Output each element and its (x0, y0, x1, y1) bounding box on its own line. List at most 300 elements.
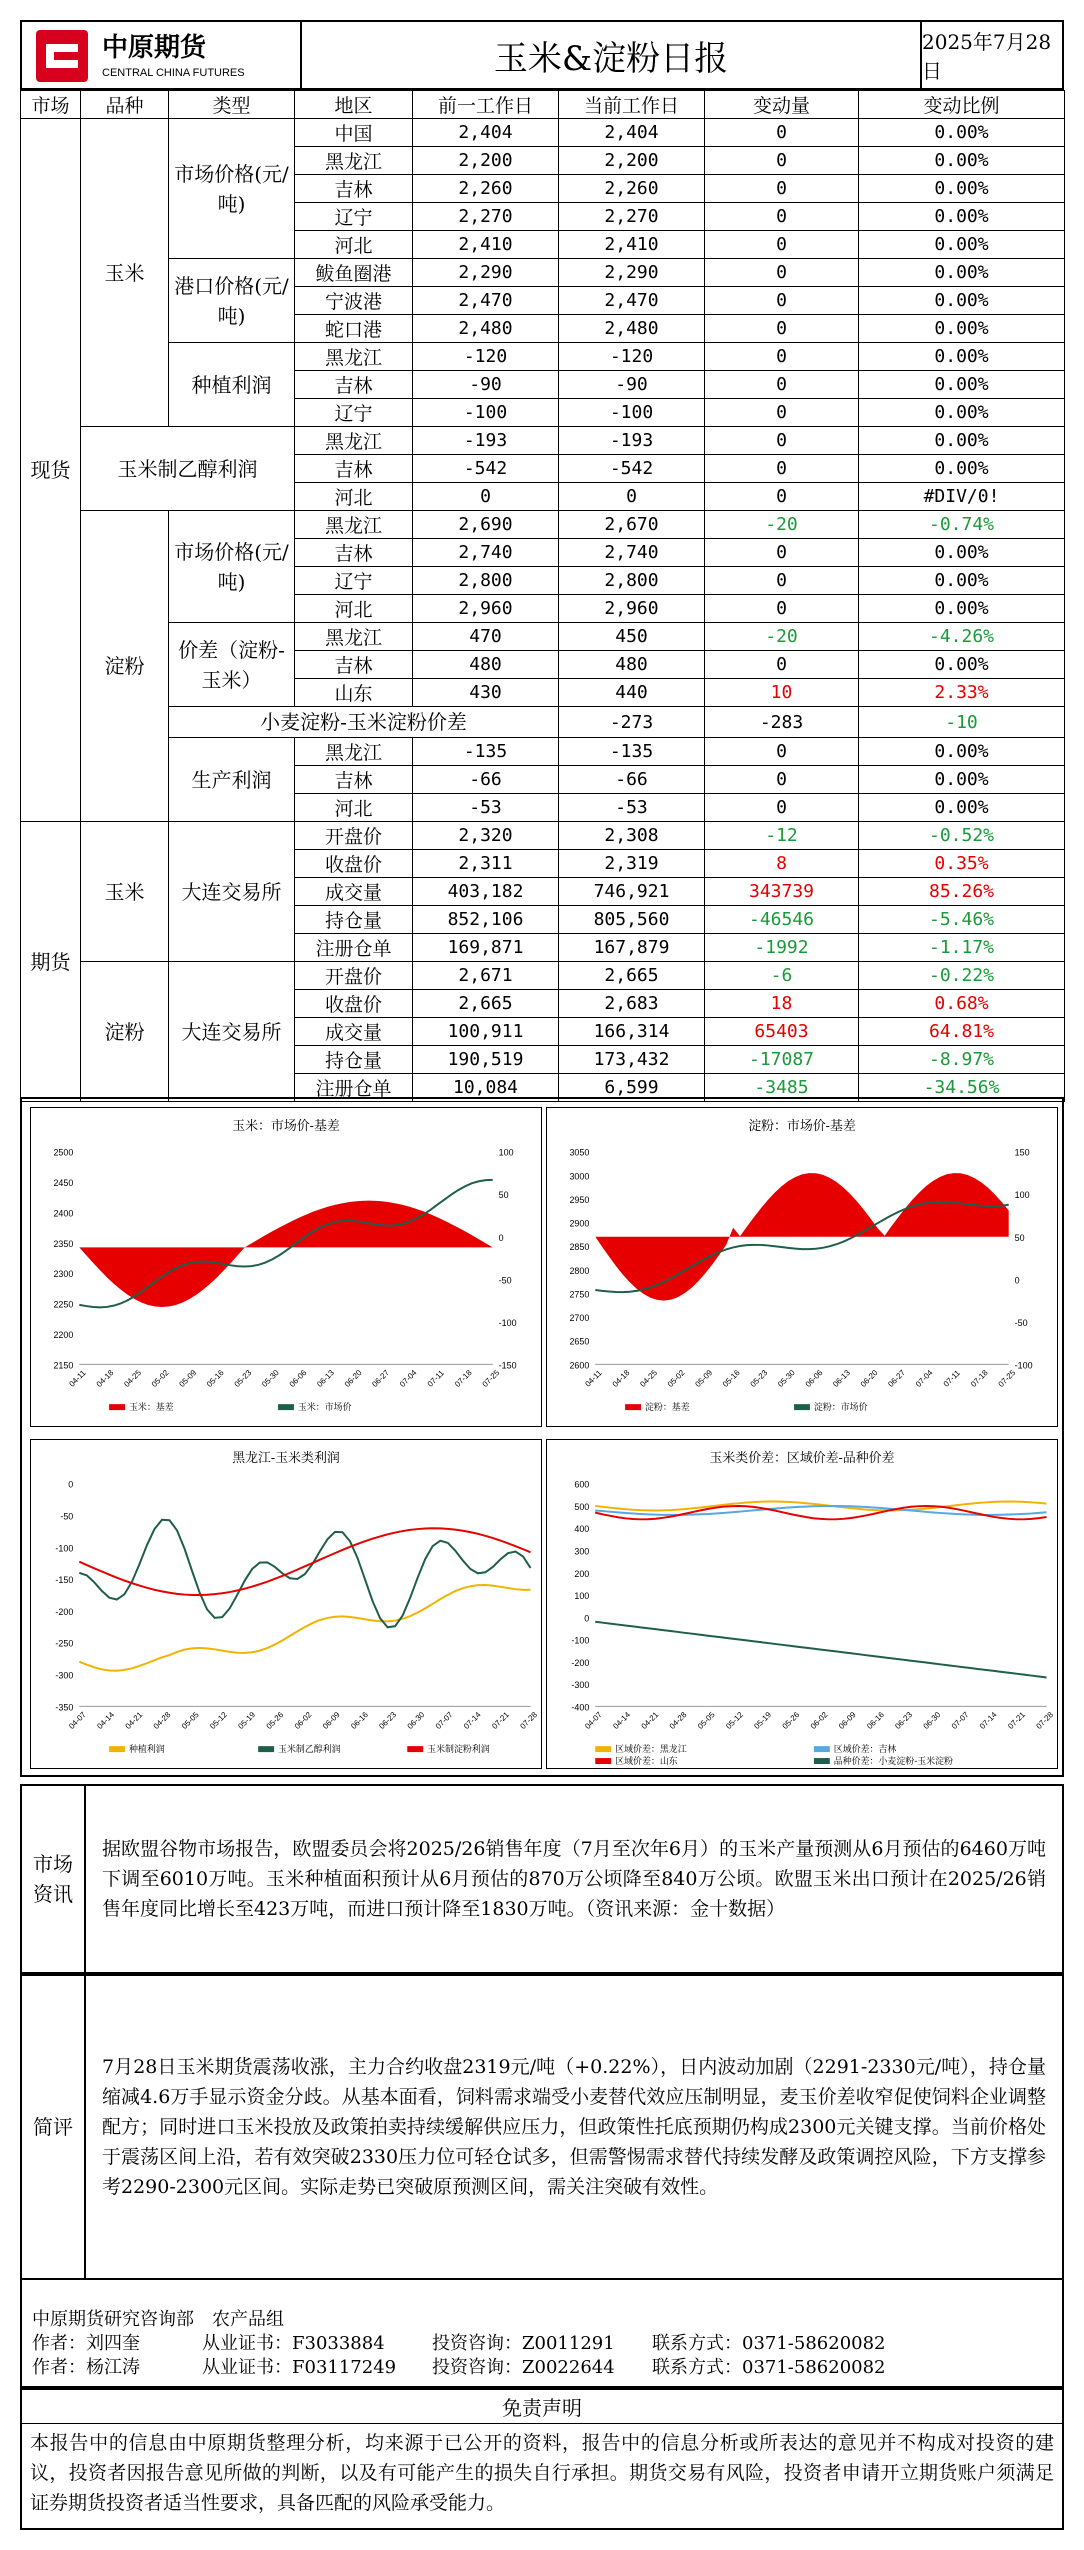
x-tick-label: 05-09 (693, 1368, 715, 1389)
curr-value-cell: 2,290 (559, 259, 705, 287)
region-cell: 辽宁 (295, 567, 413, 595)
legend-swatch (814, 1746, 830, 1752)
spread-sd-line (595, 1506, 1046, 1519)
x-tick-label: 06-06 (803, 1368, 825, 1389)
x-tick-label: 05-16 (720, 1368, 742, 1389)
region-cell: 吉林 (295, 766, 413, 794)
region-cell: 吉林 (295, 371, 413, 399)
curr-value-cell: 440 (559, 679, 705, 707)
chart-title: 玉米：市场价-基差 (232, 1117, 340, 1133)
region-cell: 黑龙江 (295, 343, 413, 371)
change-cell: 0 (705, 766, 859, 794)
change-cell: 8 (705, 850, 859, 878)
region-cell: 河北 (295, 595, 413, 623)
change-cell: 0 (705, 595, 859, 623)
region-cell: 黑龙江 (295, 738, 413, 766)
y-tick-label: -300 (571, 1680, 590, 1691)
author-cert: 从业证书：F03117249 (202, 2357, 397, 2378)
change-cell: 0 (705, 651, 859, 679)
change-pct-cell: 0.00% (859, 287, 1065, 315)
x-tick-label: 06-27 (886, 1368, 908, 1389)
row-label: 现货 (21, 119, 81, 822)
x-tick-label: 07-07 (949, 1710, 971, 1731)
y-tick-label: -200 (571, 1657, 590, 1668)
region-cell: 辽宁 (295, 203, 413, 231)
region-cell: 鲅鱼圈港 (295, 259, 413, 287)
change-cell: 0 (705, 738, 859, 766)
legend-label: 玉米：基差 (128, 1402, 174, 1413)
y2-tick-label: 150 (1014, 1147, 1030, 1158)
region-cell: 黑龙江 (295, 427, 413, 455)
prev-value-cell: -90 (413, 371, 559, 399)
metric-cell: 注册仓单 (295, 1074, 413, 1102)
disclaimer-title: 免责声明 (22, 2390, 1062, 2424)
change-cell: 343739 (705, 878, 859, 906)
change-cell: -17087 (705, 1046, 859, 1074)
legend-label: 玉米制乙醇利润 (278, 1744, 341, 1755)
chart-title: 玉米类价差：区域价差-品种价差 (709, 1449, 895, 1465)
change-pct-cell: 85.26% (859, 878, 1065, 906)
market-info-block (20, 1784, 1064, 1974)
dept-name: 中原期货研究咨询部 农产品组 (32, 2309, 284, 2330)
prev-value-cell: 2,665 (413, 990, 559, 1018)
change-cell: 0 (705, 483, 859, 511)
change-cell: 0 (705, 231, 859, 259)
author-contact: 联系方式：0371-58620082 (652, 2333, 886, 2354)
x-tick-label: 07-14 (461, 1710, 483, 1731)
region-cell: 黑龙江 (295, 623, 413, 651)
curr-value-cell: 0 (559, 483, 705, 511)
change-pct-cell: 64.81% (859, 1018, 1065, 1046)
metric-cell: 开盘价 (295, 962, 413, 990)
y-tick-label: 200 (574, 1568, 590, 1579)
change-pct-cell: -0.22% (859, 962, 1065, 990)
change-pct-cell: 0.00% (859, 738, 1065, 766)
y-tick-label: 2900 (569, 1218, 590, 1229)
column-header: 变动比例 (859, 91, 1065, 119)
prev-value-cell: -66 (413, 766, 559, 794)
table-row (21, 119, 1065, 147)
x-tick-label: 06-20 (858, 1368, 880, 1389)
prev-value-cell: -120 (413, 343, 559, 371)
curr-value-cell: -283 (705, 707, 859, 738)
x-tick-label: 05-09 (177, 1368, 199, 1389)
prev-value-cell: 2,960 (413, 595, 559, 623)
x-tick-label: 04-18 (94, 1368, 116, 1389)
region-cell: 中国 (295, 119, 413, 147)
x-tick-label: 05-26 (780, 1710, 802, 1731)
curr-value-cell: 2,470 (559, 287, 705, 315)
chart-title: 淀粉：市场价-基差 (748, 1117, 856, 1133)
change-pct-cell: 0.00% (859, 399, 1065, 427)
disclaimer-block (20, 2388, 1064, 2530)
curr-value-cell: 2,740 (559, 539, 705, 567)
prev-value-cell: 10,084 (413, 1074, 559, 1102)
row-label: 小麦淀粉-玉米淀粉价差 (169, 707, 559, 738)
region-cell: 蛇口港 (295, 315, 413, 343)
y-tick-label: 500 (574, 1501, 590, 1512)
column-header: 前一工作日 (413, 91, 559, 119)
change-cell: -46546 (705, 906, 859, 934)
change-cell: -20 (705, 511, 859, 539)
x-tick-label: 05-02 (149, 1368, 171, 1389)
x-tick-label: 06-09 (836, 1710, 858, 1731)
x-tick-label: 05-05 (695, 1710, 717, 1731)
prev-value-cell: 169,871 (413, 934, 559, 962)
y2-tick-label: 0 (498, 1232, 504, 1243)
prev-value-cell: -273 (559, 707, 705, 738)
row-label: 市场价格(元/吨) (169, 511, 295, 623)
legend-swatch (278, 1404, 294, 1410)
x-tick-label: 06-20 (342, 1368, 364, 1389)
curr-value-cell: 2,260 (559, 175, 705, 203)
prev-value-cell: 2,311 (413, 850, 559, 878)
y-tick-label: 3050 (569, 1147, 590, 1158)
region-cell: 黑龙江 (295, 147, 413, 175)
row-label: 生产利润 (169, 738, 295, 822)
y-tick-label: 2800 (569, 1265, 590, 1276)
prev-value-cell: 2,480 (413, 315, 559, 343)
x-tick-label: 07-25 (996, 1368, 1018, 1389)
column-header: 市场 (21, 91, 81, 119)
change-pct-cell: #DIV/0! (859, 483, 1065, 511)
metric-cell: 持仓量 (295, 906, 413, 934)
x-tick-label: 07-07 (433, 1710, 455, 1731)
company-name-cn: 中原期货 (102, 33, 207, 62)
curr-value-cell: 167,879 (559, 934, 705, 962)
x-tick-label: 05-26 (264, 1710, 286, 1731)
column-header: 类型 (169, 91, 295, 119)
table-row (21, 427, 1065, 455)
author-name: 作者：刘四奎 (32, 2333, 140, 2354)
x-tick-label: 07-11 (941, 1368, 962, 1389)
change-pct-cell: 0.00% (859, 343, 1065, 371)
change-pct-cell: 0.00% (859, 455, 1065, 483)
legend-swatch (595, 1758, 611, 1764)
metric-cell: 收盘价 (295, 990, 413, 1018)
author-block (20, 2280, 1064, 2388)
legend-label: 区域价差：黑龙江 (615, 1744, 687, 1755)
y2-tick-label: 100 (498, 1147, 514, 1158)
change-pct-cell: 0.00% (859, 766, 1065, 794)
prev-value-cell: 470 (413, 623, 559, 651)
curr-value-cell: -193 (559, 427, 705, 455)
change-cell: 0 (705, 399, 859, 427)
commentary-label: 简评 (22, 1976, 86, 2278)
y-tick-label: -300 (55, 1670, 74, 1681)
prev-value-cell: 2,740 (413, 539, 559, 567)
row-label: 玉米制乙醇利润 (81, 427, 295, 511)
y2-tick-label: 50 (1014, 1232, 1025, 1243)
prev-value-cell: 2,404 (413, 119, 559, 147)
y-tick-label: -400 (571, 1702, 590, 1713)
x-tick-label: 05-23 (748, 1368, 770, 1389)
region-cell: 黑龙江 (295, 511, 413, 539)
change-cell: 65403 (705, 1018, 859, 1046)
y-tick-label: -150 (55, 1575, 74, 1586)
chart-starch-basis (546, 1107, 1058, 1427)
change-pct-cell: 0.00% (859, 119, 1065, 147)
change-cell: -10 (859, 707, 1065, 738)
chart-title: 黑龙江-玉米类利润 (232, 1449, 340, 1465)
legend-label: 玉米制淀粉利润 (427, 1744, 490, 1755)
change-pct-cell: 0.00% (859, 651, 1065, 679)
change-pct-cell: -0.52% (859, 822, 1065, 850)
row-label: 大连交易所 (169, 822, 295, 962)
change-pct-cell: 0.00% (859, 371, 1065, 399)
author-contact: 联系方式：0371-58620082 (652, 2357, 886, 2378)
chart-heilongjiang-profit (30, 1439, 542, 1769)
region-cell: 吉林 (295, 539, 413, 567)
x-tick-label: 06-13 (315, 1368, 336, 1389)
change-pct-cell: 2.33% (859, 679, 1065, 707)
change-cell: 18 (705, 990, 859, 1018)
y-tick-label: 2400 (53, 1208, 74, 1219)
x-tick-label: 04-28 (667, 1710, 689, 1731)
table-row (21, 962, 1065, 990)
change-pct-cell: -5.46% (859, 906, 1065, 934)
author-name: 作者：杨江涛 (32, 2357, 140, 2378)
x-tick-label: 04-11 (67, 1368, 88, 1389)
column-header: 地区 (295, 91, 413, 119)
prev-value-cell: -193 (413, 427, 559, 455)
x-tick-label: 07-04 (397, 1368, 419, 1389)
planting-profit-line (79, 1585, 530, 1671)
curr-value-cell: -100 (559, 399, 705, 427)
prev-value-cell: 2,200 (413, 147, 559, 175)
x-tick-label: 06-30 (405, 1710, 427, 1731)
market-info-label: 市场资讯 (22, 1786, 86, 1972)
curr-value-cell: 166,314 (559, 1018, 705, 1046)
prev-value-cell: 2,320 (413, 822, 559, 850)
change-cell: 0 (705, 203, 859, 231)
legend-label: 淀粉：市场价 (813, 1402, 868, 1413)
table-row (21, 707, 1065, 738)
y-tick-label: 2300 (53, 1269, 74, 1280)
basis-area (595, 1173, 1008, 1300)
row-label: 玉米 (81, 822, 169, 962)
curr-value-cell: 173,432 (559, 1046, 705, 1074)
x-tick-label: 04-25 (638, 1368, 660, 1389)
x-tick-label: 04-07 (67, 1710, 88, 1731)
curr-value-cell: 2,683 (559, 990, 705, 1018)
curr-value-cell: 2,670 (559, 511, 705, 539)
table-row (21, 623, 1065, 651)
x-tick-label: 05-12 (724, 1710, 745, 1731)
curr-value-cell: 746,921 (559, 878, 705, 906)
change-cell: 0 (705, 455, 859, 483)
disclaimer-text: 本报告中的信息由中原期货整理分析，均来源于已公开的资料，报告中的信息分析或所表达的意见并不构成对投资的建议，投资者因报告意见所做的判断，以及有可能产生的损失自行承担。期货交易有风险，投资者申请开立期货账户须满足证券期货投资者适当性要求，具备匹配的风险承受能力。 (30, 2432, 1054, 2514)
change-cell: 0 (705, 315, 859, 343)
x-tick-label: 05-19 (236, 1710, 258, 1731)
change-pct-cell: 0.00% (859, 427, 1065, 455)
x-tick-label: 06-16 (349, 1710, 370, 1731)
change-cell: 0 (705, 343, 859, 371)
y-tick-label: -250 (55, 1638, 74, 1649)
region-cell: 辽宁 (295, 399, 413, 427)
commentary-text: 7月28日玉米期货震荡收涨，主力合约收盘2319元/吨（+0.22%），日内波动加剧（2291-2330元/吨），持仓量缩减4.6万手显示资金分歧。从基本面看，饲料需求端受小麦替代效应压制明显，麦玉价差收窄促使饲料企业调整配方；同时进口玉米投放及政策拍卖持续缓解供应压力，但政策性托底预期仍构成2300元关键支撑。当前价格处于震荡区间上沿，若有效突破2330压力位可轻仓试多，但需警惕需求替代持续发酵及政策调控风险，下方支撑参考2290-2300元区间。实际走势已突破原预测区间，需关注突破有效性。 (102, 2056, 1046, 2198)
legend-label: 种植利润 (128, 1744, 165, 1755)
x-tick-label: 05-02 (665, 1368, 687, 1389)
x-tick-label: 06-06 (287, 1368, 309, 1389)
curr-value-cell: -135 (559, 738, 705, 766)
change-pct-cell: 0.00% (859, 794, 1065, 822)
x-tick-label: 05-30 (260, 1368, 281, 1389)
author-consult: 投资咨询：Z0022644 (432, 2357, 615, 2378)
curr-value-cell: 480 (559, 651, 705, 679)
metric-cell: 成交量 (295, 878, 413, 906)
change-pct-cell: 0.68% (859, 990, 1065, 1018)
row-label: 期货 (21, 822, 81, 1102)
x-tick-label: 05-16 (204, 1368, 226, 1389)
x-tick-label: 05-19 (752, 1710, 774, 1731)
curr-value-cell: 805,560 (559, 906, 705, 934)
x-tick-label: 06-30 (921, 1710, 943, 1731)
commentary-block (20, 1974, 1064, 2280)
row-label: 价差（淀粉-玉米） (169, 623, 295, 707)
change-cell: 0 (705, 175, 859, 203)
y-tick-label: 2650 (569, 1336, 590, 1347)
author-row (32, 2356, 1052, 2380)
curr-value-cell: 2,404 (559, 119, 705, 147)
prev-value-cell: 2,671 (413, 962, 559, 990)
legend-label: 玉米：市场价 (297, 1402, 352, 1413)
x-tick-label: 06-16 (865, 1710, 886, 1731)
y-tick-label: 2250 (53, 1299, 74, 1310)
table-row (21, 822, 1065, 850)
prev-value-cell: 2,800 (413, 567, 559, 595)
y-tick-label: -350 (55, 1702, 74, 1713)
x-tick-label: 05-05 (179, 1710, 201, 1731)
y-tick-label: 3000 (569, 1171, 590, 1182)
change-cell: 0 (705, 539, 859, 567)
change-cell: -3485 (705, 1074, 859, 1102)
market-info-text: 据欧盟谷物市场报告，欧盟委员会将2025/26销售年度（7月至次年6月）的玉米产量预测从6月预估的6460万吨下调至6010万吨。玉米种植面积预计从6月预估的870万公顷降至840万公顷。欧盟玉米出口预计在2025/26销售年度同比增长至423万吨，而进口预计降至1830万吨。（资讯来源：金十数据） (102, 1838, 1046, 1920)
legend-swatch (109, 1746, 125, 1752)
x-tick-label: 07-28 (1034, 1710, 1056, 1731)
change-pct-cell: 0.00% (859, 203, 1065, 231)
change-pct-cell: 0.00% (859, 147, 1065, 175)
change-pct-cell: -8.97% (859, 1046, 1065, 1074)
table-row (21, 511, 1065, 539)
y2-tick-label: 0 (1014, 1275, 1020, 1286)
y-tick-label: 400 (574, 1524, 590, 1535)
curr-value-cell: -120 (559, 343, 705, 371)
prev-value-cell: 2,290 (413, 259, 559, 287)
x-tick-label: 07-04 (913, 1368, 935, 1389)
change-pct-cell: 0.00% (859, 567, 1065, 595)
curr-value-cell: 2,270 (559, 203, 705, 231)
x-tick-label: 06-02 (808, 1710, 830, 1731)
x-tick-label: 04-21 (123, 1710, 145, 1731)
curr-value-cell: 2,200 (559, 147, 705, 175)
change-pct-cell: -34.56% (859, 1074, 1065, 1102)
x-tick-label: 07-14 (977, 1710, 999, 1731)
y-tick-label: -50 (60, 1511, 74, 1522)
x-tick-label: 07-28 (518, 1710, 540, 1731)
report-date: 2025年7月28日 (922, 30, 1052, 83)
legend-label: 区域价差：吉林 (833, 1744, 897, 1755)
change-cell: 0 (705, 147, 859, 175)
y-tick-label: -100 (571, 1635, 590, 1646)
metric-cell: 收盘价 (295, 850, 413, 878)
legend-swatch (258, 1746, 274, 1752)
y2-tick-label: -50 (498, 1275, 512, 1286)
row-label: 淀粉 (81, 511, 169, 822)
x-tick-label: 07-21 (490, 1710, 511, 1731)
report-title: 玉米&淀粉日报 (302, 22, 922, 88)
y-tick-label: 2150 (53, 1360, 74, 1371)
author-consult: 投资咨询：Z0011291 (432, 2333, 615, 2354)
x-tick-label: 04-28 (151, 1710, 173, 1731)
change-cell: -20 (705, 623, 859, 651)
legend-swatch (625, 1404, 641, 1410)
prev-value-cell: -135 (413, 738, 559, 766)
x-tick-label: 05-12 (208, 1710, 229, 1731)
x-tick-label: 06-27 (370, 1368, 392, 1389)
curr-value-cell: 2,319 (559, 850, 705, 878)
legend-swatch (595, 1746, 611, 1752)
y-tick-label: 2450 (53, 1178, 74, 1189)
y-tick-label: 2500 (53, 1147, 74, 1158)
x-tick-label: 04-11 (583, 1368, 604, 1389)
y-tick-label: 2200 (53, 1329, 74, 1340)
row-label: 大连交易所 (169, 962, 295, 1102)
region-cell: 吉林 (295, 175, 413, 203)
curr-value-cell: 2,410 (559, 231, 705, 259)
prev-value-cell: 852,106 (413, 906, 559, 934)
change-pct-cell: 0.00% (859, 595, 1065, 623)
row-label: 市场价格(元/吨) (169, 119, 295, 259)
legend-swatch (794, 1404, 810, 1410)
legend-swatch (109, 1404, 125, 1410)
y-tick-label: 0 (68, 1479, 74, 1490)
company-name-en: CENTRAL CHINA FUTURES (102, 67, 245, 79)
x-tick-label: 06-09 (320, 1710, 342, 1731)
row-label: 港口价格(元/吨) (169, 259, 295, 343)
change-cell: 0 (705, 794, 859, 822)
prev-value-cell: 480 (413, 651, 559, 679)
prev-value-cell: -100 (413, 399, 559, 427)
y-tick-label: 2750 (569, 1289, 590, 1300)
legend-label: 淀粉：基差 (644, 1402, 690, 1413)
x-tick-label: 04-14 (611, 1710, 633, 1731)
curr-value-cell: -542 (559, 455, 705, 483)
prev-value-cell: 2,690 (413, 511, 559, 539)
table-row (21, 738, 1065, 766)
change-cell: 0 (705, 427, 859, 455)
curr-value-cell: 2,800 (559, 567, 705, 595)
region-cell: 宁波港 (295, 287, 413, 315)
report-header (20, 20, 1064, 90)
x-tick-label: 04-07 (583, 1710, 604, 1731)
change-cell: 0 (705, 567, 859, 595)
x-tick-label: 04-25 (122, 1368, 144, 1389)
change-cell: 10 (705, 679, 859, 707)
change-cell: -1992 (705, 934, 859, 962)
curr-value-cell: -53 (559, 794, 705, 822)
metric-cell: 开盘价 (295, 822, 413, 850)
x-tick-label: 06-23 (893, 1710, 915, 1731)
prev-value-cell: 100,911 (413, 1018, 559, 1046)
y-tick-label: -100 (55, 1543, 74, 1554)
y2-tick-label: -50 (1014, 1317, 1028, 1328)
spread-wheat-corn-line (595, 1622, 1046, 1678)
metric-cell: 成交量 (295, 1018, 413, 1046)
row-label: 玉米 (81, 119, 169, 427)
prev-value-cell: 403,182 (413, 878, 559, 906)
change-cell: 0 (705, 287, 859, 315)
